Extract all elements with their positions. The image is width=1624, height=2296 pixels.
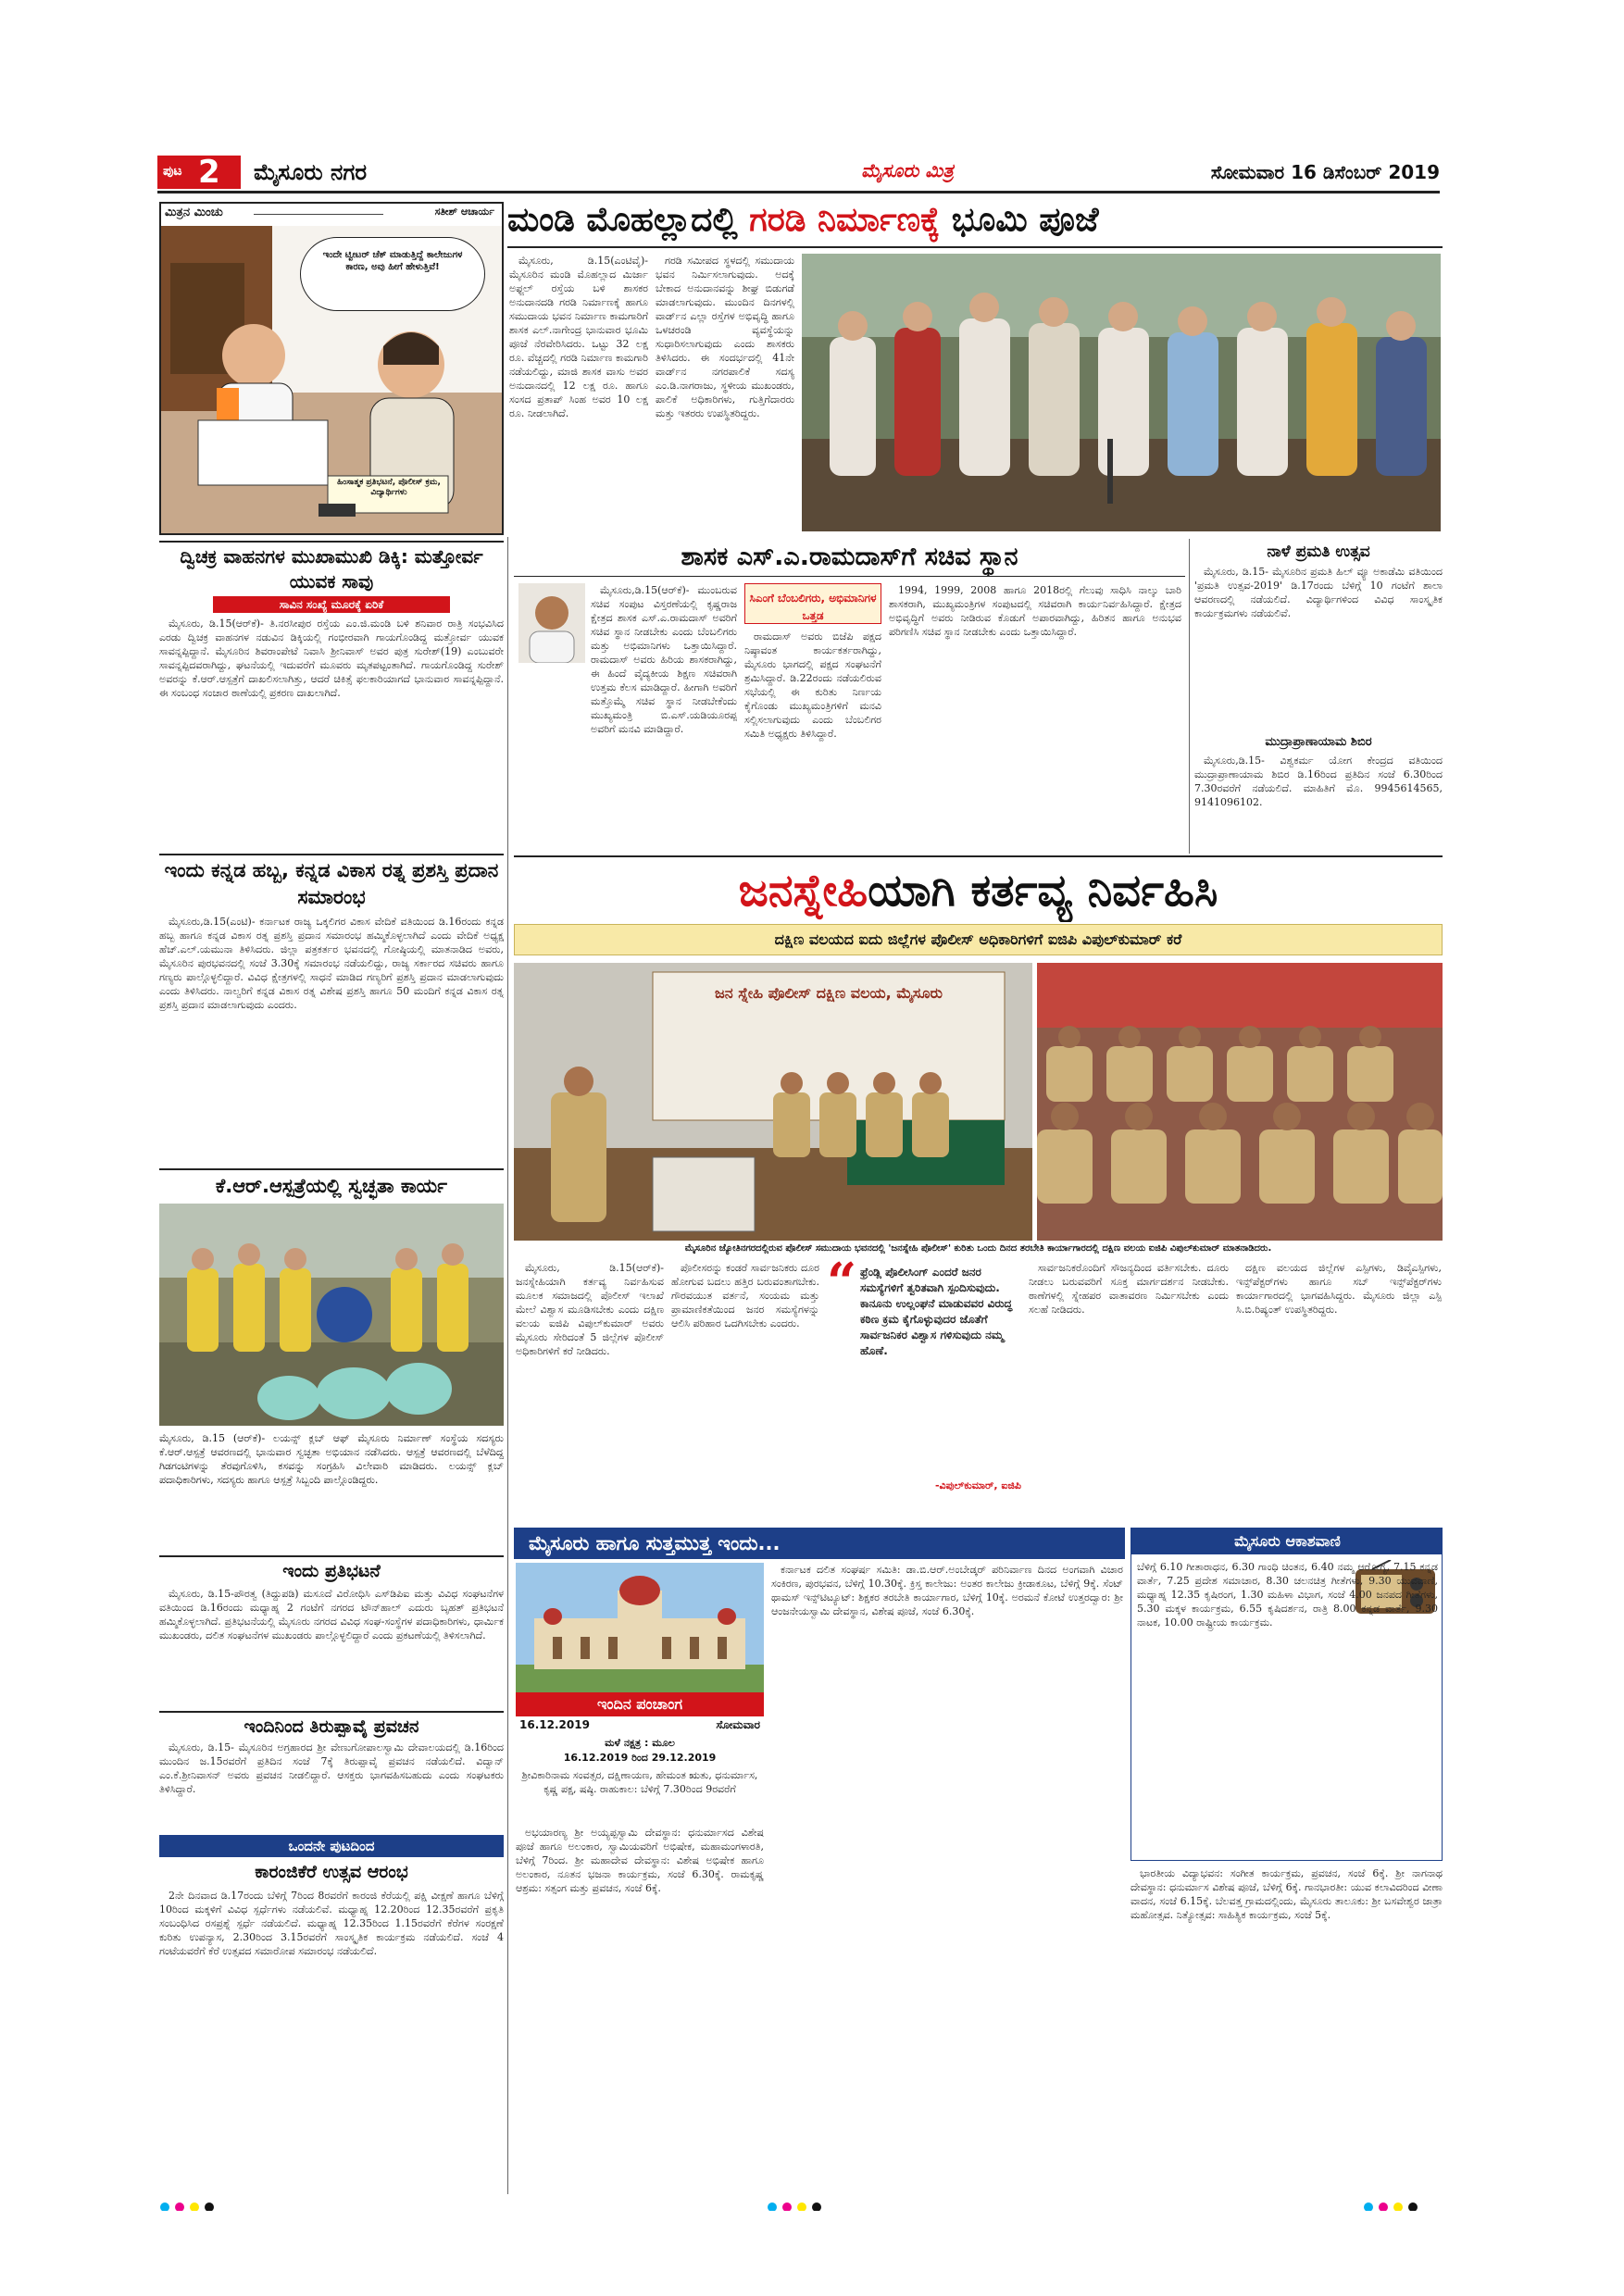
lead-col2-text: ಗರಡಿ ಸಮೀಪದ ಸ್ಥಳದಲ್ಲಿ ಸಮುದಾಯ ಭವನ ನಿರ್ಮಿಸಲಾಗುವುದು. ಅದಕ್ಕೆ ಬೇಕಾದ ಅನುದಾನವನ್ನು ಶೀಘ್ರ ಬಿಡುಗಡೆ ಮಾಡಲಾಗುವುದು. ಮುಂದಿನ ದಿನಗಳಲ್ಲಿ ವಾರ್ಡ್‌ನ ಎಲ್ಲಾ ರಸ್ತೆಗಳ ಅಭಿವೃದ್ಧಿ ಹಾಗೂ ಒಳಚರಂಡಿ ವ್ಯವಸ್ಥೆಯನ್ನು ಸುಧಾರಿಸಲಾಗುವುದು ಎಂದು ಶಾಸಕರು ತಿಳಿಸಿದರು. ಈ ಸಂದರ್ಭದಲ್ಲಿ 41ನೇ ವಾರ್ಡ್‌ನ ನಗರಪಾಲಿಕೆ ಸದಸ್ಯ ಎಂ.ಡಿ.ನಾಗರಾಜು, ಸ್ಥಳೀಯ ಮುಖಂಡರು, ಪಾಲಿಕೆ ಅಧಿಕಾರಿಗಳು, ಗುತ್ತಿಗೆದಾರರು ಮತ್ತು ಇತರರು ಉಪಸ್ಥಿತರಿದ್ದರು. <box>656 255 794 419</box>
registration-dots-right <box>1361 2198 1444 2211</box>
events-col1-text: ಅಭಯಾರಣ್ಯ ಶ್ರೀ ಅಯ್ಯಪ್ಪಸ್ವಾಮಿ ದೇವಸ್ಥಾನ: ಧನುರ್ಮಾಸದ ವಿಶೇಷ ಪೂಜೆ ಹಾಗೂ ಅಲಂಕಾರ, ಸ್ವಾಮಿಯವರಿಗೆ ಅಭಿಷೇಕ, ಮಹಾಮಂಗಳಾರತಿ, ಬೆಳಿಗ್ಗೆ 7ರಿಂದ. ಶ್ರೀ ಮಹಾದೇವ ದೇವಸ್ಥಾನ: ವಿಶೇಷ ಅಭಿಷೇಕ ಹಾಗೂ ಅಲಂಕಾರ, ನೂತನ ಭಜನಾ ಕಾರ್ಯಕ್ರಮ, ಸಂಜೆ 6.30ಕ್ಕೆ. ರಾಮಕೃಷ್ಣ ಆಶ್ರಮ: ಸತ್ಸಂಗ ಮತ್ತು ಪ್ರವಚನ, ಸಂಜೆ 6ಕ್ಕೆ. <box>516 1827 764 1894</box>
events-header-text: ಮೈಸೂರು ಹಾಗೂ ಸುತ್ತಮುತ್ತ ಇಂದು... <box>529 1532 781 1554</box>
radio-body-text: ಬೆಳಿಗ್ಗೆ 6.10 ಗೀತಾರಾಧನ, 6.30 ಗಾಂಧಿ ಚಿಂತನ, 6.40 ನಮ್ಮ ಆರೋಗ್ಯ, 7.15 ಕನ್ನಡ ವಾರ್ತೆ, 7.25 ಪ್ರದೇಶ ಸಮಾಚಾರ, 8.30 ಚಲನಚಿತ್ರ ಗೀತೆಗಳು, 9.30 ಯುವವಾಣಿ, ಮಧ್ಯಾಹ್ನ 12.35 ಕೃಷಿರಂಗ, 1.30 ಮಹಿಳಾ ವಿಭಾಗ, ಸಂಜೆ 4.00 ಜನಪದ ಗೀತೆಗಳು, 5.30 ಮಕ್ಕಳ ಕಾರ್ಯಕ್ರಮ, 6.55 ಕೃಷಿದರ್ಶನ, ರಾತ್ರಿ 8.00 ಕನ್ನಡ ವಾರ್ತೆ, 9.30 ನಾಟಕ, 10.00 ರಾಷ್ಟ್ರೀಯ ಕಾರ್ಯಕ್ರಮ. <box>1137 1561 1438 1628</box>
police-banner-text: ಜನ ಸ್ನೇಹಿ ಪೊಲೀಸ್ ದಕ್ಷಿಣ ವಲಯ, ಮೈಸೂರು <box>714 984 943 1002</box>
police-headline <box>514 859 1443 922</box>
left-story1-headline: ದ್ವಿಚಕ್ರ ವಾಹನಗಳ ಮುಖಾಮುಖಿ ಡಿಕ್ಕಿ: ಮತ್ತೋರ್ವ ಯುವಕ ಸಾವು <box>180 545 483 593</box>
lead-photo <box>802 254 1441 531</box>
left-story5-headline: ಇಂದಿನಿಂದ ತಿರುಪ್ಪಾವೈ ಪ್ರವಚನ <box>244 1716 419 1737</box>
masthead-rule <box>157 191 1440 193</box>
pramathi-sub-text: ಮೈಸೂರು,ಡಿ.15- ವಿಶ್ವಕರ್ಮ ಯೋಗ ಕೇಂದ್ರದ ವತಿಯಿಂದ ಮುದ್ರಾಪ್ರಾಣಾಯಾಮ ಶಿಬಿರ ಡಿ.16ರಿಂದ ಪ್ರತಿದಿನ ಸಂಜೆ 6.30ರಿಂದ 7.30ರವರೆಗೆ ನಡೆಯಲಿದೆ. ಮಾಹಿತಿಗೆ ಮೊ. 9945614565, 9141096102. <box>1194 755 1443 808</box>
pramathi-divider <box>1189 539 1190 854</box>
cartoon-speech-bubble <box>300 237 485 311</box>
ramdas-column-3 <box>889 583 1181 852</box>
ramdas-col3-text: 1994, 1999, 2008 ಹಾಗೂ 2018ರಲ್ಲಿ ಗೆಲುವು ಸಾಧಿಸಿ ನಾಲ್ಕು ಬಾರಿ ಶಾಸಕರಾಗಿ, ಮುಖ್ಯಮಂತ್ರಿಗಳ ಸಂಪುಟದಲ್ಲಿ ಸಚಿವರಾಗಿ ಕಾರ್ಯನಿರ್ವಹಿಸಿದ್ದಾರೆ. ಕ್ಷೇತ್ರದ ಅಭಿವೃದ್ಧಿಗೆ ಅವರು ನೀಡಿರುವ ಕೊಡುಗೆ ಅಪಾರವಾಗಿದ್ದು, ಹಿರಿತನ ಹಾಗೂ ಅನುಭವ ಪರಿಗಣಿಸಿ ಸಚಿವ ಸ್ಥಾನ ನೀಡಬೇಕು ಎಂದು ಒತ್ತಾಯಿಸಿದ್ದಾರೆ. <box>889 584 1181 638</box>
lead-headline-part2: ಗರಡಿ ನಿರ್ಮಾಣಕ್ಕೆ <box>749 201 941 239</box>
left-story1-subhead: ಸಾವಿನ ಸಂಖ್ಯೆ ಮೂರಕ್ಕೆ ಏರಿಕೆ <box>213 596 450 613</box>
lead-column-1 <box>509 254 648 531</box>
police-photo-right <box>1037 963 1443 1241</box>
lead-column-2 <box>656 254 794 531</box>
ramdas-callout-text: ಸಿಎಂಗೆ ಬೆಂಬಲಿಗರು, ಅಭಿಮಾನಿಗಳ ಒತ್ತಡ <box>749 592 877 622</box>
events-column-2 <box>771 1563 1123 2187</box>
dot-black <box>205 2202 214 2211</box>
dot-cyan <box>160 2202 169 2211</box>
police-col4-text: ದಕ್ಷಿಣ ವಲಯದ ಜಿಲ್ಲೆಗಳ ಎಸ್ಪಿಗಳು, ಡಿವೈಎಸ್ಪಿಗಳು, ಇನ್ಸ್‌ಪೆಕ್ಟರ್‌ಗಳು ಹಾಗೂ ಸಬ್ ಇನ್ಸ್‌ಪೆಕ್ಟರ್‌ಗಳು ಕಾರ್ಯಾಗಾರದಲ್ಲಿ ಭಾಗವಹಿಸಿದ್ದರು. ಮೈಸೂರು ಜಿಲ್ಲಾ ಎಸ್ಪಿ ಸಿ.ಬಿ.ರಿಷ್ಯಂತ್ ಉಪಸ್ಥಿತರಿದ್ದರು. <box>1236 1262 1442 1316</box>
left-story1-text: ಮೈಸೂರು, ಡಿ.15(ಆರ್‌ಕೆ)- ತಿ.ನರಸೀಪುರ ರಸ್ತೆಯ ಎಂ.ಜಿ.ಮಂಡಿ ಬಳಿ ಶನಿವಾರ ರಾತ್ರಿ ಸಂಭವಿಸಿದ ಎರಡು ದ್ವಿಚಕ್ರ ವಾಹನಗಳ ನಡುವಿನ ಡಿಕ್ಕಿಯಲ್ಲಿ ಗಂಭೀರವಾಗಿ ಗಾಯಗೊಂಡಿದ್ದ ಮತ್ತೋರ್ವ ಯುವಕ ಸಾವನ್ನಪ್ಪಿದ್ದಾನೆ. ಮೈಸೂರಿನ ಶಿವರಾಂಪೇಟೆ ನಿವಾಸಿ ಶ್ರೀನಿವಾಸ್ ಅವರ ಪುತ್ರ ಸುರೇಶ್(19) ಎಂಬುವರೇ ಸಾವನ್ನಪ್ಪಿದವರಾಗಿದ್ದು, ಘಟನೆಯಲ್ಲಿ ಇದುವರೆಗೆ ಮೂವರು ಮೃತಪಟ್ಟಂತಾಗಿದೆ. ಗಾಯಗೊಂಡಿದ್ದ ಸುರೇಶ್ ಅವರನ್ನು ಕೆ.ಆರ್.ಆಸ್ಪತ್ರೆಗೆ ದಾಖಲಿಸಲಾಗಿತ್ತು, ಆದರೆ ಚಿಕಿತ್ಸೆ ಫಲಕಾರಿಯಾಗದೆ ಭಾನುವಾರ ಸಾವನ್ನಪ್ಪಿದ್ದಾನೆ. ಈ ಸಂಬಂಧ ಸಂಚಾರ ಠಾಣೆಯಲ್ಲಿ ಪ್ರಕರಣ ದಾಖಲಾಗಿದೆ. <box>159 618 504 699</box>
panchanga-body-text: ಶ್ರೀವಿಕಾರಿನಾಮ ಸಂವತ್ಸರ, ದಕ್ಷಿಣಾಯಣ, ಹೇಮಂತ ಋತು, ಧನುರ್ಮಾಸ, ಕೃಷ್ಣ ಪಕ್ಷ, ಷಷ್ಠಿ. ರಾಹುಕಾಲ: ಬೆಳಿಗ್ಗೆ 7.30ರಿಂದ 9ರವರೆಗೆ <box>521 1769 758 1795</box>
pramathi-sub-body <box>1194 754 1443 850</box>
palace-illustration <box>516 1563 764 1692</box>
cartoon-title: ಮಿತ್ರನ ಮಿಂಚು <box>165 206 223 219</box>
page-label: ಪುಟ <box>163 164 182 179</box>
cartoon-header-rule <box>254 214 383 215</box>
police-quote-text: ಫ್ರೆಂಡ್ಲಿ ಪೊಲೀಸಿಂಗ್ ಎಂದರೆ ಜನರ ಸಮಸ್ಯೆಗಳಿಗೆ ತ್ವರಿತವಾಗಿ ಸ್ಪಂದಿಸುವುದು. ಕಾನೂನು ಉಲ್ಲಂಘನೆ ಮಾಡುವವರ ವಿರುದ್ಧ ಕಠಿಣ ಕ್ರಮ ಕೈಗೊಳ್ಳುವುದರ ಜೊತೆಗೆ ಸಾರ್ವಜನಿಕರ ವಿಶ್ವಾಸ ಗಳಿಸುವುದು ನಮ್ಮ ಹೊಣೆ. <box>860 1266 1013 1357</box>
police-caption <box>514 1242 1443 1257</box>
pramathi-body <box>1194 565 1443 731</box>
left-rule-3 <box>159 1168 504 1170</box>
police-column-1 <box>516 1261 664 1520</box>
panchanga-date-row <box>516 1718 764 1735</box>
left-story3-caption-text: ಮೈಸೂರು, ಡಿ.15 (ಆರ್‌ಕೆ)- ಲಯನ್ಸ್ ಕ್ಲಬ್ ಆಫ್ ಮೈಸೂರು ನಿರ್ಮಾಣ್ ಸಂಸ್ಥೆಯ ಸದಸ್ಯರು ಕೆ.ಆರ್.ಆಸ್ಪತ್ರೆ ಆವರಣದಲ್ಲಿ ಭಾನುವಾರ ಸ್ವಚ್ಛತಾ ಅಭಿಯಾನ ನಡೆಸಿದರು. ಆಸ್ಪತ್ರೆ ಆವರಣದಲ್ಲಿ ಬೆಳೆದಿದ್ದ ಗಿಡಗಂಟಿಗಳನ್ನು ತೆರವುಗೊಳಿಸಿ, ಕಸವನ್ನು ಸಂಗ್ರಹಿಸಿ ವಿಲೇವಾರಿ ಮಾಡಿದರು. ಲಯನ್ಸ್ ಕ್ಲಬ್ ಪದಾಧಿಕಾರಿಗಳು, ಸದಸ್ಯರು ಹಾಗೂ ಆಸ್ಪತ್ರೆ ಸಿಬ್ಬಂದಿ ಪಾಲ್ಗೊಂಡಿದ್ದರು. <box>159 1432 504 1486</box>
dot-yellow <box>797 2202 806 2211</box>
panchanga-body <box>516 1768 764 1820</box>
dot-yellow <box>190 2202 199 2211</box>
column-divider <box>507 537 508 2194</box>
cartoon-speech-text: ಇಂದೇ ಟ್ವೀಟರ್ ಚೆಕ್ ಮಾಡುತ್ತಿದ್ದೆ ಕಾಲೇಜುಗಳ ಕಾರಣ, ಅವು ಹೀಗೆ ಹೇಳುತ್ತಿವೆ! <box>322 250 463 272</box>
ramdas-column-1 <box>591 583 737 852</box>
pramathi-subhead: ಮುದ್ರಾಪ್ರಾಣಾಯಾಮ ಶಿಬಿರ <box>1265 735 1372 749</box>
police-col1-text: ಮೈಸೂರು, ಡಿ.15(ಆರ್‌ಕೆ)- ಜನಸ್ನೇಹಿಯಾಗಿ ಕರ್ತವ್ಯ ನಿರ್ವಹಿಸುವ ಮೂಲಕ ಸಮಾಜದಲ್ಲಿ ಪೊಲೀಸ್ ಇಲಾಖೆ ಮೇಲೆ ವಿಶ್ವಾಸ ಮೂಡಿಸಬೇಕು ಎಂದು ದಕ್ಷಿಣ ವಲಯ ಐಜಿಪಿ ವಿಪುಲ್‌ಕುಮಾರ್ ಅವರು ಮೈಸೂರು ಸೇರಿದಂತೆ 5 ಜಿಲ್ಲೆಗಳ ಪೊಲೀಸ್ ಅಧಿಕಾರಿಗಳಿಗೆ ಕರೆ ನೀಡಿದರು. <box>516 1262 664 1357</box>
panchanga-nakshatra: ಮಳೆ ನಕ್ಷತ್ರ : ಮೂಲ <box>605 1737 675 1749</box>
lead-headline-part1: ಮಂಡಿ ಮೊಹಲ್ಲಾದಲ್ಲಿ <box>507 201 738 239</box>
quote-mark-icon: “ <box>827 1261 857 1298</box>
police-quote-box <box>827 1261 1021 1520</box>
dot-black <box>1408 2202 1418 2211</box>
radio-title: ಮೈಸೂರು ಆಕಾಶವಾಣಿ <box>1131 1529 1443 1554</box>
lead-headline-part3: ಭೂಮಿ ಪೂಜೆ <box>951 201 1099 239</box>
cartoon-box <box>159 202 504 535</box>
cartoon-header <box>165 206 498 224</box>
police-col3-text: ಸಾರ್ವಜನಿಕರೊಂದಿಗೆ ಸೌಜನ್ಯದಿಂದ ವರ್ತಿಸಬೇಕು. ದೂರು ನೀಡಲು ಬರುವವರಿಗೆ ಸೂಕ್ತ ಮಾರ್ಗದರ್ಶನ ನೀಡಬೇಕು. ಠಾಣೆಗಳಲ್ಲಿ ಸ್ನೇಹಪರ ವಾತಾವರಣ ನಿರ್ಮಿಸಬೇಕು ಎಂದು ಸಲಹೆ ನೀಡಿದರು. <box>1029 1262 1229 1316</box>
events-column-1 <box>516 1826 764 2187</box>
cartoon-artist: ಸತೀಶ್ ಆಚಾರ್ಯ <box>434 206 494 218</box>
police-headline-part1: ಜನಸ್ನೇಹಿ <box>738 865 868 917</box>
police-col2-text: ಪೊಲೀಸರನ್ನು ಕಂಡರೆ ಸಾರ್ವಜನಿಕರು ದೂರ ಹೋಗುವ ಬದಲು ಹತ್ತಿರ ಬರುವಂತಾಗಬೇಕು. ಗೌರವಯುತ ವರ್ತನೆ, ಸಂಯಮ ಮತ್ತು ಪ್ರಾಮಾಣಿಕತೆಯಿಂದ ಜನರ ಸಮಸ್ಯೆಗಳನ್ನು ಆಲಿಸಿ ಪರಿಹಾರ ಒದಗಿಸಬೇಕು ಎಂದರು. <box>671 1262 819 1329</box>
left-story4-text: ಮೈಸೂರು, ಡಿ.15-ಪೌರತ್ವ (ತಿದ್ದುಪಡಿ) ಮಸೂದೆ ವಿರೋಧಿಸಿ ಎಸ್‌ಡಿಪಿಐ ಮತ್ತು ವಿವಿಧ ಸಂಘಟನೆಗಳ ವತಿಯಿಂದ ಡಿ.16ರಂದು ಮಧ್ಯಾಹ್ನ 2 ಗಂಟೆಗೆ ನಗರದ ಟೌನ್‌ಹಾಲ್ ಎದುರು ಬೃಹತ್ ಪ್ರತಿಭಟನೆ ಹಮ್ಮಿಕೊಳ್ಳಲಾಗಿದೆ. ಪ್ರತಿಭಟನೆಯಲ್ಲಿ ಮೈಸೂರು ನಗರದ ವಿವಿಧ ಸಂಘ-ಸಂಸ್ಥೆಗಳ ಪದಾಧಿಕಾರಿಗಳು, ಧಾರ್ಮಿಕ ಮುಖಂಡರು, ದಲಿತ ಸಂಘಟನೆಗಳ ಮುಖಂಡರು ಪಾಲ್ಗೊಳ್ಳಲಿದ್ದಾರೆ ಎಂದು ಪ್ರಕಟಣೆಯಲ್ಲಿ ತಿಳಿಸಲಾಗಿದೆ. <box>159 1588 504 1641</box>
page-number: 2 <box>198 156 220 189</box>
left-story2-text: ಮೈಸೂರು,ಡಿ.15(ಎಂಟಿ)- ಕರ್ನಾಟಕ ರಾಜ್ಯ ಒಕ್ಕಲಿಗರ ವಿಕಾಸ ವೇದಿಕೆ ವತಿಯಿಂದ ಡಿ.16ರಂದು ಕನ್ನಡ ಹಬ್ಬ ಹಾಗೂ ಕನ್ನಡ ವಿಕಾಸ ರತ್ನ ಪ್ರಶಸ್ತಿ ಪ್ರದಾನ ಸಮಾರಂಭ ಹಮ್ಮಿಕೊಳ್ಳಲಾಗಿದೆ ಎಂದು ವೇದಿಕೆ ಅಧ್ಯಕ್ಷ ಹೆಚ್.ಎಲ್.ಯಮುನಾ ತಿಳಿಸಿದರು. ಜಿಲ್ಲಾ ಪತ್ರಕರ್ತರ ಭವನದಲ್ಲಿ ಗೋಷ್ಠಿಯಲ್ಲಿ ಮಾತನಾಡಿದ ಅವರು, ಮೈಸೂರಿನ ಪುರಭವನದಲ್ಲಿ ಸಂಜೆ 3.30ಕ್ಕೆ ಸಮಾರಂಭ ನಡೆಯಲಿದ್ದು, ರಾಜ್ಯ ಸರ್ಕಾರದ ಸಚಿವರು ಹಾಗೂ ಗಣ್ಯರು ಪಾಲ್ಗೊಳ್ಳಲಿದ್ದಾರೆ. ವಿವಿಧ ಕ್ಷೇತ್ರಗಳಲ್ಲಿ ಸಾಧನೆ ಮಾಡಿದ ಗಣ್ಯರಿಗೆ ಪ್ರಶಸ್ತಿ ಪ್ರದಾನ ಮಾಡಲಾಗುವುದು ಎಂದು ತಿಳಿಸಿದರು. ನಾಲ್ವರಿಗೆ ಕನ್ನಡ ವಿಕಾಸ ರತ್ನ ವಿಶೇಷ ಪ್ರಶಸ್ತಿ ಹಾಗೂ 50 ಮಂದಿಗೆ ಕನ್ನಡ ವಿಕಾಸ ರತ್ನ ಪ್ರಶಸ್ತಿ ಪ್ರದಾನ ಮಾಡಲಾಗುವುದು ಎಂದರು. <box>159 916 504 1011</box>
radio-body <box>1137 1560 1438 1856</box>
left-story3-photo <box>159 1204 504 1426</box>
section-name: ಮೈಸೂರು ನಗರ <box>254 159 368 185</box>
left-rule-4 <box>159 1555 504 1557</box>
left-story2-body <box>159 915 504 1165</box>
panchanga-title: ಇಂದಿನ ಪಂಚಾಂಗ <box>516 1692 764 1716</box>
left-story5-body <box>159 1741 504 1829</box>
police-column-3 <box>1029 1261 1229 1520</box>
dot-cyan <box>768 2202 777 2211</box>
issue-date: ಸೋಮವಾರ 16 ಡಿಸೆಂಬರ್ 2019 <box>1210 161 1440 183</box>
left-story6-box-label: ಒಂದನೇ ಪುಟದಿಂದ <box>159 1835 504 1857</box>
registration-dots-center <box>765 2198 848 2211</box>
pramathi-headline: ನಾಳೆ ಪ್ರಮತಿ ಉತ್ಸವ <box>1267 543 1370 561</box>
dot-magenta <box>175 2202 184 2211</box>
left-story1-body <box>159 617 504 848</box>
page-number-badge <box>157 156 241 189</box>
left-rule-5 <box>159 1711 504 1713</box>
dot-yellow <box>1393 2202 1403 2211</box>
left-rule-1 <box>159 541 504 543</box>
police-strap-text: ದಕ್ಷಿಣ ವಲಯದ ಐದು ಜಿಲ್ಲೆಗಳ ಪೊಲೀಸ್ ಅಧಿಕಾರಿಗಳಿಗೆ ಐಜಿಪಿ ವಿಪುಲ್‌ಕುಮಾರ್ ಕರೆ <box>774 930 1182 948</box>
police-top-rule <box>514 855 1443 857</box>
police-headline-part2: ಯಾಗಿ ಕರ್ತವ್ಯ ನಿರ್ವಹಿಸಿ <box>868 865 1218 917</box>
lead-headline <box>507 194 1443 246</box>
left-story3-caption <box>159 1431 504 1552</box>
ramdas-col2-text: ರಾಮದಾಸ್ ಅವರು ಬಿಜೆಪಿ ಪಕ್ಷದ ನಿಷ್ಠಾವಂತ ಕಾರ್ಯಕರ್ತರಾಗಿದ್ದು, ಮೈಸೂರು ಭಾಗದಲ್ಲಿ ಪಕ್ಷದ ಸಂಘಟನೆಗೆ ಶ್ರಮಿಸಿದ್ದಾರೆ. ಡಿ.22ರಂದು ನಡೆಯಲಿರುವ ಸಭೆಯಲ್ಲಿ ಈ ಕುರಿತು ನಿರ್ಣಯ ಕೈಗೊಂಡು ಮುಖ್ಯಮಂತ್ರಿಗಳಿಗೆ ಮನವಿ ಸಲ್ಲಿಸಲಾಗುವುದು ಎಂದು ಬೆಂಬಲಿಗರ ಸಮಿತಿ ಅಧ್ಯಕ್ಷರು ತಿಳಿಸಿದ್ದಾರೆ. <box>744 630 881 740</box>
panchanga-range: 16.12.2019 ರಿಂದ 29.12.2019 <box>563 1752 717 1764</box>
left-story2-headline: ಇಂದು ಕನ್ನಡ ಹಬ್ಬ, ಕನ್ನಡ ವಿಕಾಸ ರತ್ನ ಪ್ರಶಸ್ತಿ ಪ್ರದಾನ ಸಮಾರಂಭ <box>164 859 499 908</box>
dot-black <box>812 2202 821 2211</box>
left-rule-2 <box>159 854 504 855</box>
lead-col1-text: ಮೈಸೂರು, ಡಿ.15(ಎಂಟಿವೈ)- ಮೈಸೂರಿನ ಮಂಡಿ ಮೊಹಲ್ಲಾದ ಮಿರ್ಜಾ ಅಫ್ಜಲ್ ರಸ್ತೆಯ ಬಳಿ ಶಾಸಕರ ಅನುದಾನದಡಿ ಗರಡಿ ನಿರ್ಮಾಣಕ್ಕೆ ಹಾಗೂ ಸಮುದಾಯ ಭವನ ನಿರ್ಮಾಣ ಕಾಮಗಾರಿಗೆ ಶಾಸಕ ಎಲ್.ನಾಗೇಂದ್ರ ಭಾನುವಾರ ಭೂಮಿ ಪೂಜೆ ನೆರವೇರಿಸಿದರು. ಒಟ್ಟು 32 ಲಕ್ಷ ರೂ. ವೆಚ್ಚದಲ್ಲಿ ಗರಡಿ ನಿರ್ಮಾಣ ಕಾಮಗಾರಿ ನಡೆಯಲಿದ್ದು, ಮಾಜಿ ಶಾಸಕ ವಾಸು ಅವರ ಅನುದಾನದಲ್ಲಿ 12 ಲಕ್ಷ ರೂ. ಹಾಗೂ ಸಂಸದ ಪ್ರತಾಪ್ ಸಿಂಹ ಅವರ 10 ಲಕ್ಷ ರೂ. ನೀಡಲಾಗಿದೆ. <box>509 255 648 419</box>
ramdas-column-2 <box>744 630 881 852</box>
left-story6-headline: ಕಾರಂಜಿಕೆರೆ ಉತ್ಸವ ಆರಂಭ <box>255 1862 408 1882</box>
police-quote-author: -ವಿಪುಲ್‌ಕುಮಾರ್, ಐಜಿಪಿ <box>934 1479 1021 1491</box>
pramathi-body-text: ಮೈಸೂರು, ಡಿ.15- ಮೈಸೂರಿನ ಪ್ರಮತಿ ಹಿಲ್ ವ್ಯೂ ಅಕಾಡೆಮಿ ವತಿಯಿಂದ 'ಪ್ರಮತಿ ಉತ್ಸವ-2019' ಡಿ.17ರಂದು ಬೆಳಿಗ್ಗೆ 10 ಗಂಟೆಗೆ ಶಾಲಾ ಆವರಣದಲ್ಲಿ ನಡೆಯಲಿದೆ. ವಿದ್ಯಾರ್ಥಿಗಳಿಂದ ವಿವಿಧ ಸಾಂಸ್ಕೃತಿಕ ಕಾರ್ಯಕ್ರಮಗಳು ನಡೆಯಲಿವೆ. <box>1194 566 1443 619</box>
ramdas-headline: ಶಾಸಕ ಎಸ್.ಎ.ರಾಮದಾಸ್‌ಗೆ ಸಚಿವ ಸ್ಥಾನ <box>681 543 1018 571</box>
dot-magenta <box>782 2202 792 2211</box>
police-strap <box>514 924 1443 955</box>
cartoon-paper-note: ಹಿಂಸಾತ್ಮಕ ಪ್ರತಿಭಟನೆ, ಪೊಲೀಸ್ ಕ್ರಮ, ವಿದ್ಯಾರ್ಥಿಗಳು <box>337 478 441 497</box>
left-story3-headline: ಕೆ.ಆರ್.ಆಸ್ಪತ್ರೆಯಲ್ಲಿ ಸ್ವಚ್ಛತಾ ಕಾರ್ಯ <box>215 1175 448 1197</box>
left-story5-text: ಮೈಸೂರು, ಡಿ.15- ಮೈಸೂರಿನ ಅಗ್ರಹಾರದ ಶ್ರೀ ವೇಣುಗೋಪಾಲಸ್ವಾಮಿ ದೇವಾಲಯದಲ್ಲಿ ಡಿ.16ರಿಂದ ಮುಂದಿನ ಜ.15ರವರೆಗೆ ಪ್ರತಿದಿನ ಸಂಜೆ 7ಕ್ಕೆ ತಿರುಪ್ಪಾವೈ ಪ್ರವಚನ ನಡೆಯಲಿದೆ. ವಿದ್ವಾನ್ ಎಂ.ಕೆ.ಶ್ರೀನಿವಾಸನ್ ಅವರು ಪ್ರವಚನ ನೀಡಲಿದ್ದಾರೆ. ಆಸಕ್ತರು ಭಾಗವಹಿಸಬಹುದು ಎಂದು ಸಂಘಟಕರು ತಿಳಿಸಿದ್ದಾರೆ. <box>159 1741 504 1795</box>
events-header <box>514 1528 1125 1559</box>
paper-name: ಮೈಸೂರು ಮಿತ್ರ <box>861 159 954 181</box>
ramdas-callout <box>744 583 881 624</box>
police-column-2 <box>671 1261 819 1520</box>
masthead <box>157 156 1440 189</box>
events-column-3 <box>1131 1866 1443 2187</box>
ramdas-portrait <box>518 583 585 663</box>
left-story6-text: 2ನೇ ದಿನವಾದ ಡಿ.17ರಂದು ಬೆಳಿಗ್ಗೆ 7ರಿಂದ 8ರವರೆಗೆ ಕಾರಂಜಿ ಕೆರೆಯಲ್ಲಿ ಪಕ್ಷಿ ವೀಕ್ಷಣೆ ಹಾಗೂ ಬೆಳಿಗ್ಗೆ 10ರಿಂದ ಮಕ್ಕಳಿಗೆ ವಿವಿಧ ಸ್ಪರ್ಧೆಗಳು ನಡೆಯಲಿವೆ. ಮಧ್ಯಾಹ್ನ 12.20ರಿಂದ 12.35ರವರೆಗೆ ಪ್ರಕೃತಿ ಸಂಬಂಧಿಸಿದ ರಸಪ್ರಶ್ನೆ ಸ್ಪರ್ಧೆ ನಡೆಯಲಿದೆ. ಮಧ್ಯಾಹ್ನ 12.35ರಿಂದ 1.15ರವರೆಗೆ ಕೆರೆಗಳ ಸಂರಕ್ಷಣೆ ಕುರಿತು ಉಪನ್ಯಾಸ, 2.30ರಿಂದ 3.15ರವರೆಗೆ ಸಾಂಸ್ಕೃತಿಕ ಕಾರ್ಯಕ್ರಮ ನಡೆಯಲಿದೆ. ಸಂಜೆ 4 ಗಂಟೆಯವರೆಗೆ ಕೆರೆ ಉತ್ಸವದ ಸಮಾರೋಪ ಸಮಾರಂಭ ನಡೆಯಲಿದೆ. <box>159 1890 504 1957</box>
police-column-4 <box>1236 1261 1442 1520</box>
events-col2-text: ಕರ್ನಾಟಕ ದಲಿತ ಸಂಘರ್ಷ ಸಮಿತಿ: ಡಾ.ಬಿ.ಆರ್.ಅಂಬೇಡ್ಕರ್ ಪರಿನಿರ್ವಾಣ ದಿನದ ಅಂಗವಾಗಿ ವಿಚಾರ ಸಂಕಿರಣ, ಪುರಭವನ, ಬೆಳಿಗ್ಗೆ 10.30ಕ್ಕೆ. ಕ್ರಿಸ್ತ ಕಾಲೇಜು: ಅಂತರ ಕಾಲೇಜು ಕ್ರೀಡಾಕೂಟ, ಬೆಳಿಗ್ಗೆ 9ಕ್ಕೆ. ಸೆಂಟ್ ಥಾಮಸ್ ಇನ್ಸ್‌ಟಿಟ್ಯೂಟ್: ಶಿಕ್ಷಕರ ತರಬೇತಿ ಕಾರ್ಯಾಗಾರ, ಬೆಳಿಗ್ಗೆ 10ಕ್ಕೆ. ಅರಮನೆ ಕೋಟೆ ಉತ್ತರದ್ವಾರ: ಶ್ರೀ ಆಂಜನೇಯಸ್ವಾಮಿ ದೇವಸ್ಥಾನ, ವಿಶೇಷ ಪೂಜೆ, ಸಂಜೆ 6.30ಕ್ಕೆ. <box>771 1564 1123 1617</box>
registration-dots-left <box>157 2198 241 2211</box>
events-col3-text: ಭಾರತೀಯ ವಿದ್ಯಾಭವನ: ಸಂಗೀತ ಕಾರ್ಯಕ್ರಮ, ಪ್ರವಚನ, ಸಂಜೆ 6ಕ್ಕೆ. ಶ್ರೀ ನಾಗನಾಥ ದೇವಸ್ಥಾನ: ಧನುರ್ಮಾಸ ವಿಶೇಷ ಪೂಜೆ, ಬೆಳಿಗ್ಗೆ 6ಕ್ಕೆ. ಗಾನಭಾರತೀ: ಯುವ ಕಲಾವಿದರಿಂದ ವೀಣಾ ವಾದನ, ಸಂಜೆ 6.15ಕ್ಕೆ. ಬೆಲವತ್ತ ಗ್ರಾಮದಲ್ಲಿಂದು, ಮೈಸೂರು ತಾಲೂಕು: ಶ್ರೀ ಬಸವೇಶ್ವರ ಜಾತ್ರಾ ಮಹೋತ್ಸವ. ನಿತ್ಯೋತ್ಸವ: ಸಾಹಿತ್ಯಿಕ ಕಾರ್ಯಕ್ರಮ, ಸಂಜೆ 5ಕ್ಕೆ. <box>1131 1867 1443 1921</box>
dot-cyan <box>1364 2202 1373 2211</box>
ramdas-col1-text: ಮೈಸೂರು,ಡಿ.15(ಆರ್‌ಕೆ)- ಮುಂಬರುವ ಸಚಿವ ಸಂಪುಟ ವಿಸ್ತರಣೆಯಲ್ಲಿ ಕೃಷ್ಣರಾಜ ಕ್ಷೇತ್ರದ ಶಾಸಕ ಎಸ್.ಎ.ರಾಮದಾಸ್ ಅವರಿಗೆ ಸಚಿವ ಸ್ಥಾನ ನೀಡಬೇಕು ಎಂದು ಬೆಂಬಲಿಗರು ಮತ್ತು ಅಭಿಮಾನಿಗಳು ಒತ್ತಾಯಿಸಿದ್ದಾರೆ. ರಾಮದಾಸ್ ಅವರು ಹಿರಿಯ ಶಾಸಕರಾಗಿದ್ದು, ಈ ಹಿಂದೆ ವೈದ್ಯಕೀಯ ಶಿಕ್ಷಣ ಸಚಿವರಾಗಿ ಉತ್ತಮ ಕೆಲಸ ಮಾಡಿದ್ದಾರೆ. ಹೀಗಾಗಿ ಅವರಿಗೆ ಮತ್ತೊಮ್ಮೆ ಸಚಿವ ಸ್ಥಾನ ನೀಡಬೇಕೆಂದು ಮುಖ್ಯಮಂತ್ರಿ ಬಿ.ಎಸ್.ಯಡಿಯೂರಪ್ಪ ಅವರಿಗೆ ಮನವಿ ಮಾಡಿದ್ದಾರೆ. <box>591 584 737 735</box>
dot-magenta <box>1379 2202 1388 2211</box>
radio-box <box>1131 1528 1443 1861</box>
left-story6-body <box>159 1889 504 2166</box>
panchanga-day: ಸೋಮವಾರ <box>716 1718 760 1731</box>
ramdas-headline-rule <box>514 576 1185 577</box>
lead-top-rule <box>507 246 1443 248</box>
left-story4-headline: ಇಂದು ಪ್ರತಿಭಟನೆ <box>282 1561 381 1581</box>
left-story4-body <box>159 1587 504 1707</box>
police-caption-text: ಮೈಸೂರಿನ ಜ್ಯೋತಿನಗರದಲ್ಲಿರುವ ಪೊಲೀಸ್ ಸಮುದಾಯ ಭವನದಲ್ಲಿ 'ಜನಸ್ನೇಹಿ ಪೊಲೀಸ್' ಕುರಿತು ಒಂದು ದಿನದ ತರಬೇತಿ ಕಾರ್ಯಾಗಾರದಲ್ಲಿ ದಕ್ಷಿಣ ವಲಯ ಐಜಿಪಿ ವಿಪುಲ್‌ಕುಮಾರ್ ಮಾತನಾಡಿದರು. <box>684 1243 1272 1254</box>
panchanga-date: 16.12.2019 <box>519 1718 590 1731</box>
